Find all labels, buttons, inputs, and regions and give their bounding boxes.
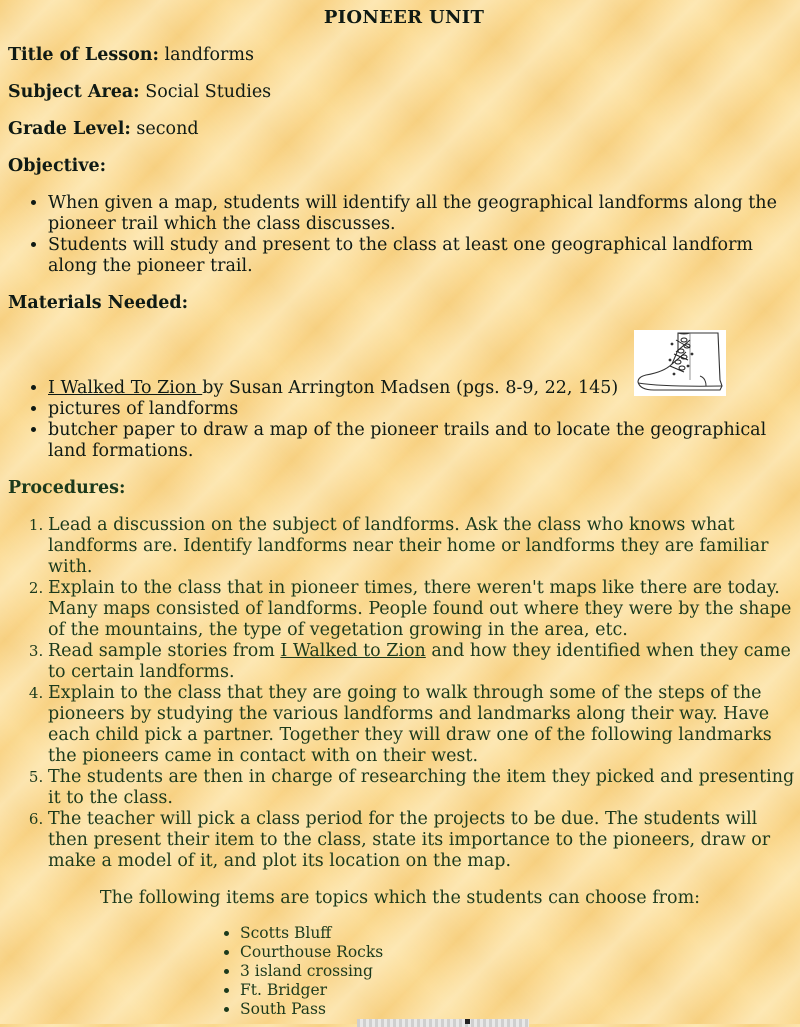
objective-heading — [8, 156, 106, 177]
step3-text-start: Read sample stories from — [48, 641, 281, 661]
list-item: 4. Explain to the class that they are going to walk through some of the steps of the pioneers by studying the various landforms and landmarks along their way. Have each child pick a partner. Together they will draw one of the following landmarks the pioneers came in contact with on their west. — [48, 683, 800, 767]
procedures-label: Procedures: — [8, 478, 126, 498]
topics-heading: The following items are topics which the students can choose from: — [99, 888, 701, 908]
list-item: • pictures of landforms — [48, 399, 800, 420]
materials-label: Materials Needed: — [8, 293, 189, 313]
lesson-title-label: Title of Lesson: — [8, 45, 159, 65]
objectives-list — [8, 193, 800, 277]
list-item: • Courthouse Rocks — [240, 943, 600, 962]
procedures-heading — [8, 478, 125, 499]
book-details: by Susan Arrington Madsen (pgs. 8-9, 22, 145) — [202, 378, 619, 398]
list-item: 1. Lead a discussion on the subject of landforms. Ask the class who knows what landforms are. Identify landforms near their home or landforms they are familiar with. — [48, 515, 800, 578]
grade-level-field — [8, 119, 199, 140]
book-title: I Walked To Zion — [48, 378, 203, 398]
list-item: 5. The students are then in charge of researching the item they picked and presenting it to the class. — [48, 767, 800, 809]
subject-area-field — [8, 82, 271, 103]
list-item: • 3 island crossing — [240, 962, 600, 981]
list-item — [48, 378, 800, 399]
lesson-page — [8, 0, 800, 871]
subject-area-value: Social Studies — [145, 82, 272, 102]
objective-label: Objective: — [8, 156, 107, 176]
partial-image — [357, 1019, 529, 1027]
list-item: • butcher paper to draw a map of the pioneer trails and to locate the geographical land formations. — [48, 420, 800, 462]
list-item — [48, 641, 800, 683]
list-item: • South Pass — [240, 1000, 600, 1019]
grade-level-value: second — [136, 119, 199, 139]
materials-list — [8, 378, 800, 462]
lesson-title-field — [8, 45, 254, 66]
procedures-list — [8, 515, 800, 872]
step3-text-end: and how they identified when they came to certain landforms. — [48, 641, 791, 682]
list-item: 6. The teacher will pick a class period for the projects to be due. The students will then present their item to the class, state its importance to the pioneers, draw or make a model of it, and plot its location on the map. — [48, 809, 800, 872]
list-item: • Scotts Bluff — [240, 924, 600, 943]
lesson-title-value: landforms — [164, 45, 254, 65]
page-title: PIONEER UNIT — [323, 7, 485, 28]
subject-area-label: Subject Area: — [8, 82, 140, 102]
list-item: • When given a map, students will identify all the geographical landforms along the pioneer trail which the class discusses. — [48, 193, 800, 235]
list-item: 2. Explain to the class that in pioneer times, there weren't maps like there are today. Many maps consisted of landforms. People found out where they were by the shape of the mountains, the type of vegetation growing in the area, etc. — [48, 578, 800, 641]
book-title-link: I Walked to Zion — [280, 641, 426, 661]
topics-list — [200, 924, 600, 1019]
materials-heading — [8, 293, 188, 314]
grade-level-label: Grade Level: — [8, 119, 131, 139]
list-item: • Ft. Bridger — [240, 981, 600, 1000]
list-item: • Students will study and present to the class at least one geographical landform along the pioneer trail. — [48, 235, 800, 277]
